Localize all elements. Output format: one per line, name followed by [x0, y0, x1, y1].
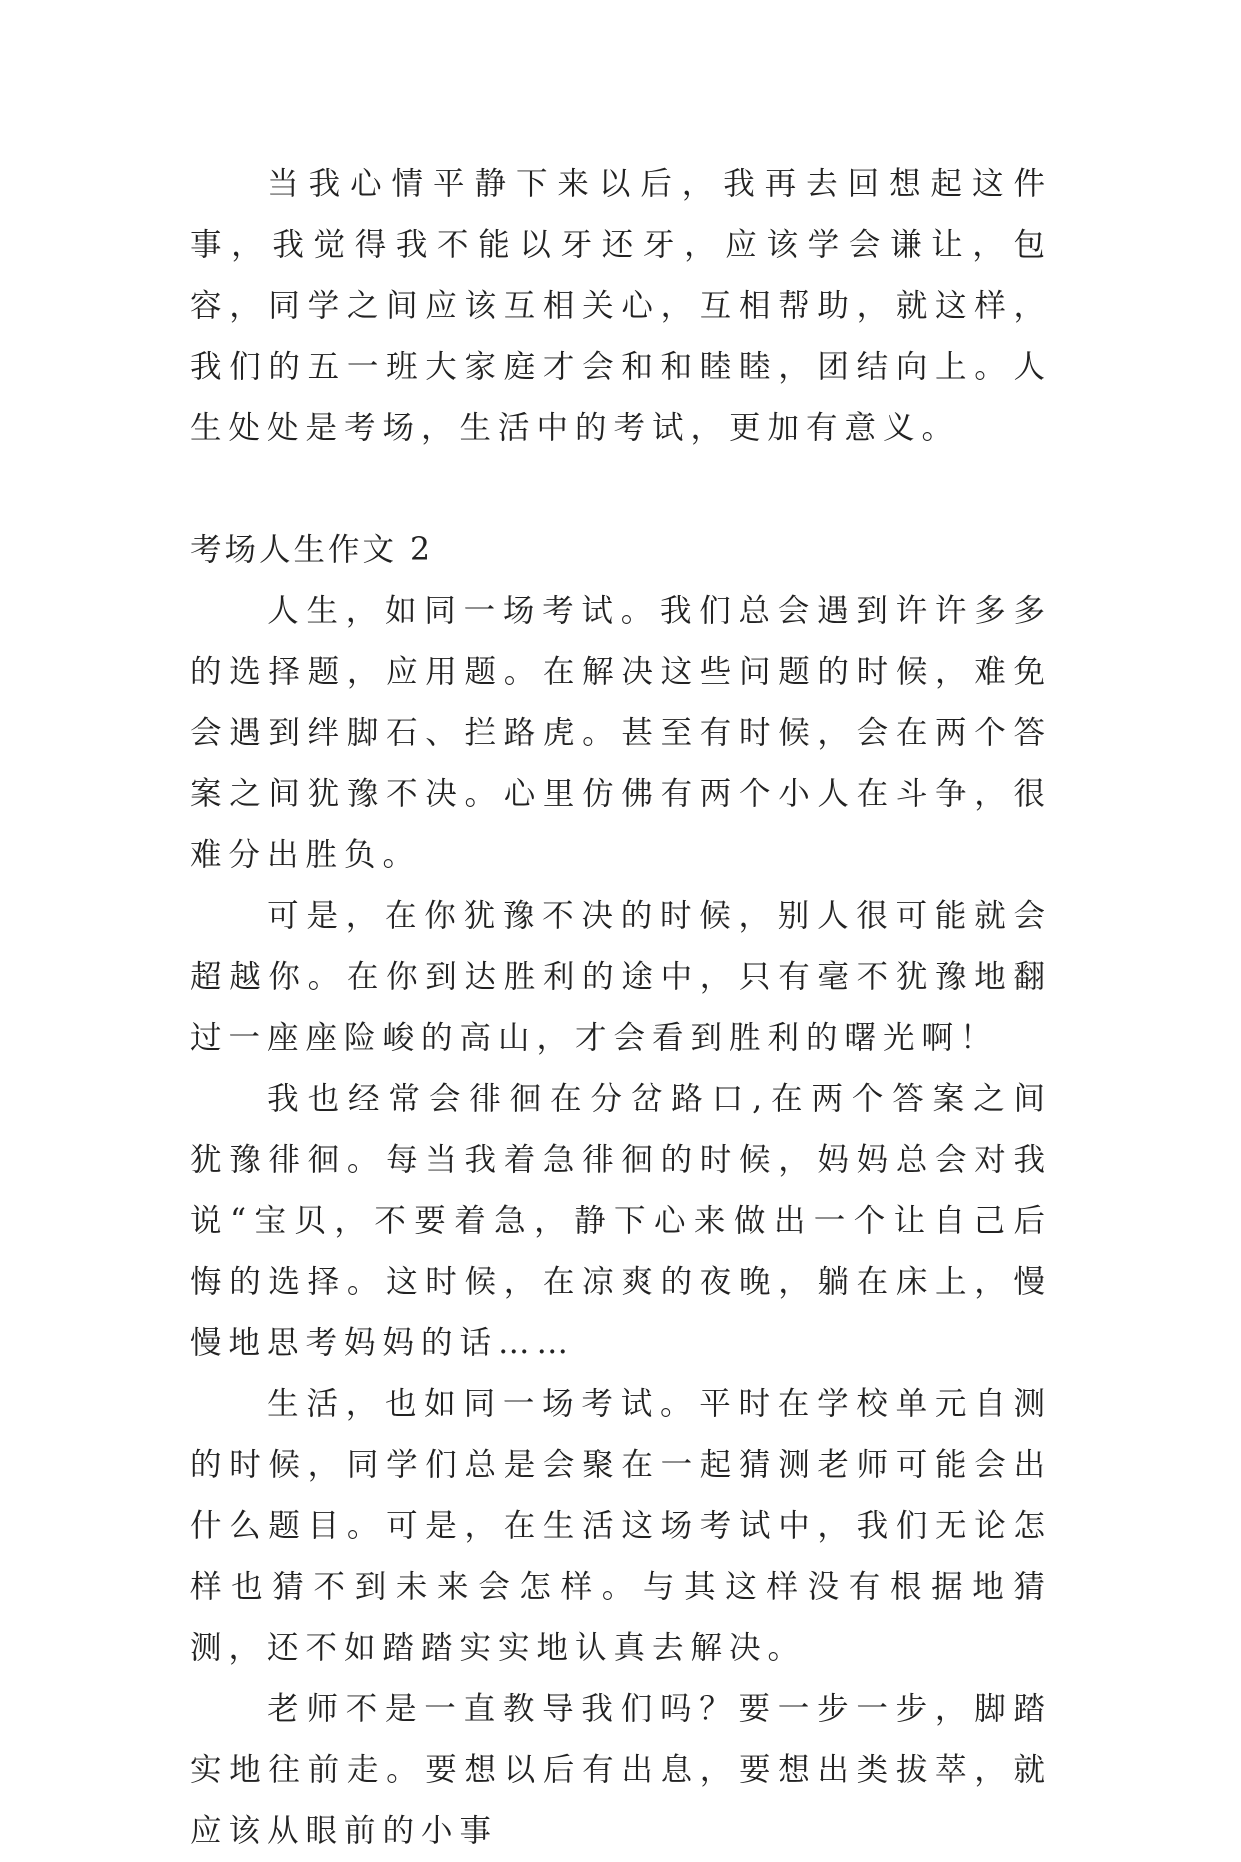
essay-title: 考场人生作文 2 — [190, 532, 434, 568]
paragraph-5: 老师不是一直教导我们吗？要一步一步，脚踏实地往前走。要想以后有出息，要想出类拔萃，就应该从眼前的小事 — [190, 1691, 1052, 1849]
paragraph-2: 可是，在你犹豫不决的时候，别人很可能就会超越你。在你到达胜利的途中，只有毫不犹豫地翻过一座座险峻的高山，才会看到胜利的曙光啊！ — [190, 898, 1052, 1056]
paragraph-4: 生活，也如同一场考试。平时在学校单元自测的时候，同学们总是会聚在一起猜测老师可能会出什么题目。可是，在生活这场考试中，我们无论怎样也猜不到未来会怎样。与其这样没有根据地猜测，还不如踏踏实实地认真去解决。 — [190, 1386, 1052, 1666]
paragraph-3: 我也经常会徘徊在分岔路口,在两个答案之间犹豫徘徊。每当我着急徘徊的时候，妈妈总会对我说“宝贝，不要着急，静下心来做出一个让自己后悔的选择。这时候，在凉爽的夜晚，躺在床上，慢慢地思考妈妈的话…… — [190, 1081, 1052, 1361]
paragraph-reflection: 当我心情平静下来以后，我再去回想起这件事，我觉得我不能以牙还牙，应该学会谦让，包容，同学之间应该互相关心，互相帮助，就这样，我们的五一班大家庭才会和和睦睦，团结向上。人生处处是考场，生活中的考试，更加有意义。 — [190, 166, 1052, 446]
paragraph-spacer — [190, 459, 1052, 520]
paragraph-1: 人生，如同一场考试。我们总会遇到许许多多的选择题，应用题。在解决这些问题的时候，难免会遇到绊脚石、拦路虎。甚至有时候，会在两个答案之间犹豫不决。心里仿佛有两个小人在斗争，很难分出胜负。 — [190, 593, 1052, 873]
document-body — [190, 154, 1052, 1862]
